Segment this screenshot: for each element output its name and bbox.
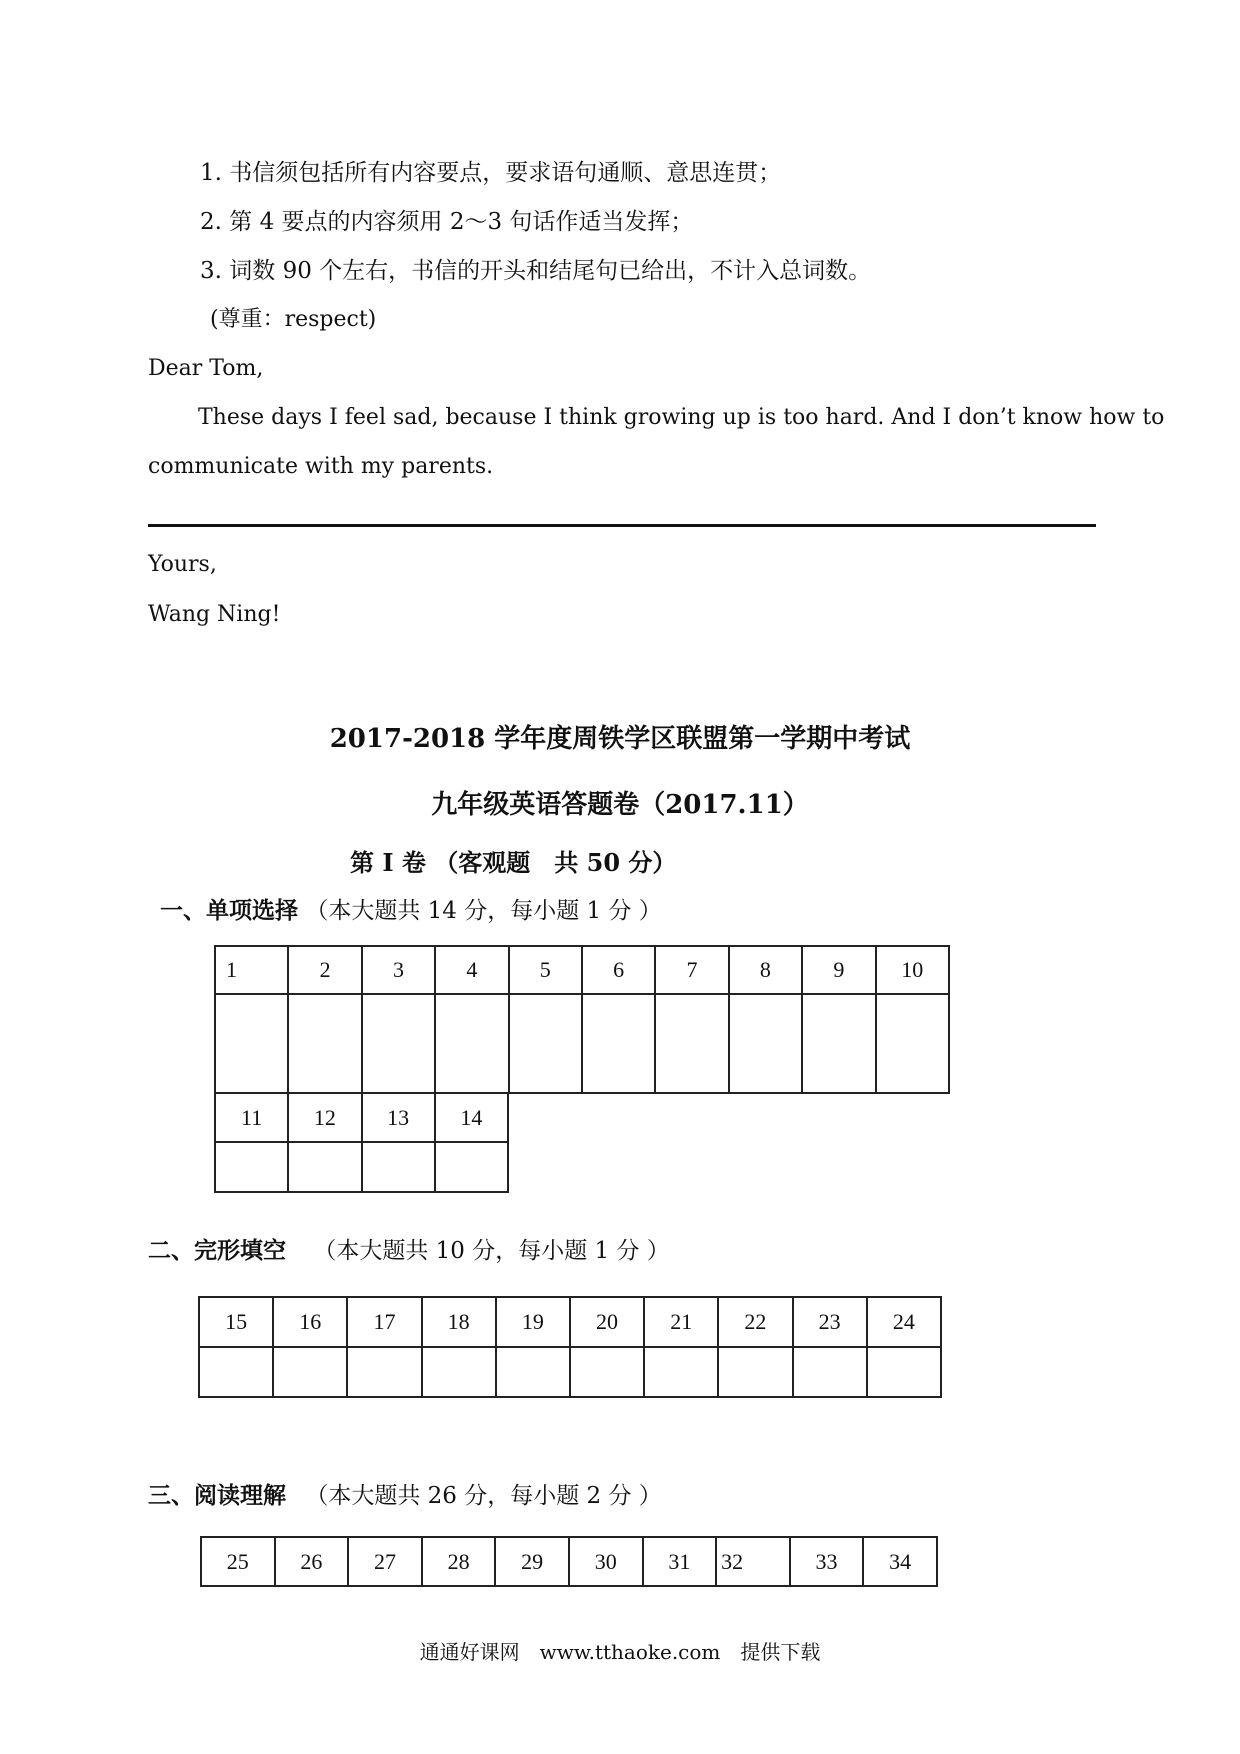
question-number: 11: [215, 1093, 288, 1142]
section-2-table: [198, 1296, 942, 1398]
section-1-heading: [160, 892, 662, 925]
answer-cell[interactable]: [876, 994, 949, 1093]
question-number: 7: [655, 946, 728, 994]
section-1-answer-row: [215, 994, 949, 1093]
section-1-number-row: [215, 946, 949, 994]
section-2-number-row: [199, 1297, 941, 1347]
answer-cell[interactable]: [288, 1142, 361, 1192]
question-number: 8: [729, 946, 802, 994]
answer-cell[interactable]: [362, 994, 435, 1093]
section-1-table-b: [214, 1092, 509, 1193]
answer-cell[interactable]: [422, 1347, 496, 1397]
question-number: 21: [644, 1297, 718, 1347]
question-number: 6: [582, 946, 655, 994]
question-number: 3: [362, 946, 435, 994]
question-number: 29: [495, 1537, 569, 1586]
answer-cell[interactable]: [867, 1347, 941, 1397]
answer-cell[interactable]: [215, 1142, 288, 1192]
answer-cell[interactable]: [347, 1347, 421, 1397]
question-number: 22: [718, 1297, 792, 1347]
question-number: 10: [876, 946, 949, 994]
answer-cell[interactable]: [509, 994, 582, 1093]
question-number: 2: [288, 946, 361, 994]
letter-greeting: Dear Tom,: [148, 356, 264, 381]
question-number: 16: [273, 1297, 347, 1347]
answer-cell[interactable]: [273, 1347, 347, 1397]
section-3-heading: [148, 1477, 662, 1510]
section-3-title: 三、阅读理解: [148, 1482, 286, 1509]
answer-cell[interactable]: [435, 1142, 508, 1192]
answer-cell[interactable]: [199, 1347, 273, 1397]
vocab-note: (尊重：respect): [210, 307, 377, 332]
requirement-1: 1. 书信须包括所有内容要点，要求语句通顺、意思连贯；: [200, 160, 782, 186]
letter-body-line2: communicate with my parents.: [148, 454, 494, 479]
letter-body-line1: These days I feel sad, because I think growing up is too hard. And I don’t know how to: [198, 405, 1165, 430]
question-number: 23: [793, 1297, 867, 1347]
answer-cell[interactable]: [793, 1347, 867, 1397]
question-number: 4: [435, 946, 508, 994]
section-2-heading: [148, 1232, 670, 1265]
letter-signature: Wang Ning!: [148, 602, 281, 627]
section-1-title: 一、单项选择: [160, 897, 298, 924]
answer-cell[interactable]: [288, 994, 361, 1093]
section-3-note: （本大题共 26 分，每小题 2 分 ）: [305, 1483, 662, 1509]
question-number: 32: [716, 1537, 790, 1586]
question-number: 5: [509, 946, 582, 994]
section-3-table: [200, 1536, 938, 1587]
answer-cell[interactable]: [570, 1347, 644, 1397]
section-2-answer-row: [199, 1347, 941, 1397]
section-2-title: 二、完形填空: [148, 1237, 286, 1264]
answer-cell[interactable]: [718, 1347, 792, 1397]
question-number: 17: [347, 1297, 421, 1347]
answer-cell[interactable]: [644, 1347, 718, 1397]
question-number: 24: [867, 1297, 941, 1347]
answer-cell[interactable]: [435, 994, 508, 1093]
requirement-3: 3. 词数 90 个左右，书信的开头和结尾句已给出，不计入总词数。: [200, 258, 872, 284]
question-number: 27: [348, 1537, 422, 1586]
question-number: 30: [569, 1537, 643, 1586]
section-3-number-row: [201, 1537, 937, 1586]
section-1-table: [214, 945, 950, 1094]
part-heading: 第 I 卷 （客观题 共 50 分）: [350, 848, 677, 877]
question-number: 14: [435, 1093, 508, 1142]
question-number: 25: [201, 1537, 275, 1586]
page-footer: 通通好课网 www.tthaoke.com 提供下载: [419, 1640, 821, 1664]
answer-cell[interactable]: [729, 994, 802, 1093]
answer-cell[interactable]: [582, 994, 655, 1093]
question-number: 1: [215, 946, 288, 994]
answer-cell[interactable]: [496, 1347, 570, 1397]
writing-line: [148, 524, 1096, 527]
section-2-note: （本大题共 10 分，每小题 1 分 ）: [313, 1238, 670, 1264]
question-number: 12: [288, 1093, 361, 1142]
question-number: 18: [422, 1297, 496, 1347]
answer-cell[interactable]: [802, 994, 875, 1093]
question-number: 28: [422, 1537, 496, 1586]
question-number: 19: [496, 1297, 570, 1347]
question-number: 20: [570, 1297, 644, 1347]
question-number: 26: [275, 1537, 349, 1586]
answer-cell[interactable]: [362, 1142, 435, 1192]
question-number: 9: [802, 946, 875, 994]
question-number: 34: [863, 1537, 937, 1586]
answer-cell[interactable]: [215, 994, 288, 1093]
question-number: 31: [643, 1537, 717, 1586]
section-1-note: （本大题共 14 分，每小题 1 分 ）: [305, 898, 662, 924]
answer-cell[interactable]: [655, 994, 728, 1093]
answer-sheet-title: 2017-2018 学年度周铁学区联盟第一学期中考试: [329, 724, 911, 754]
question-number: 15: [199, 1297, 273, 1347]
answer-sheet-subtitle: 九年级英语答题卷（2017.11）: [431, 790, 809, 820]
section-1-answer-row-b: [215, 1142, 508, 1192]
section-1-number-row-b: [215, 1093, 508, 1142]
requirement-2: 2. 第 4 要点的内容须用 2～3 句话作适当发挥；: [200, 209, 694, 235]
question-number: 33: [790, 1537, 864, 1586]
question-number: 13: [362, 1093, 435, 1142]
letter-closing: Yours,: [148, 552, 217, 577]
